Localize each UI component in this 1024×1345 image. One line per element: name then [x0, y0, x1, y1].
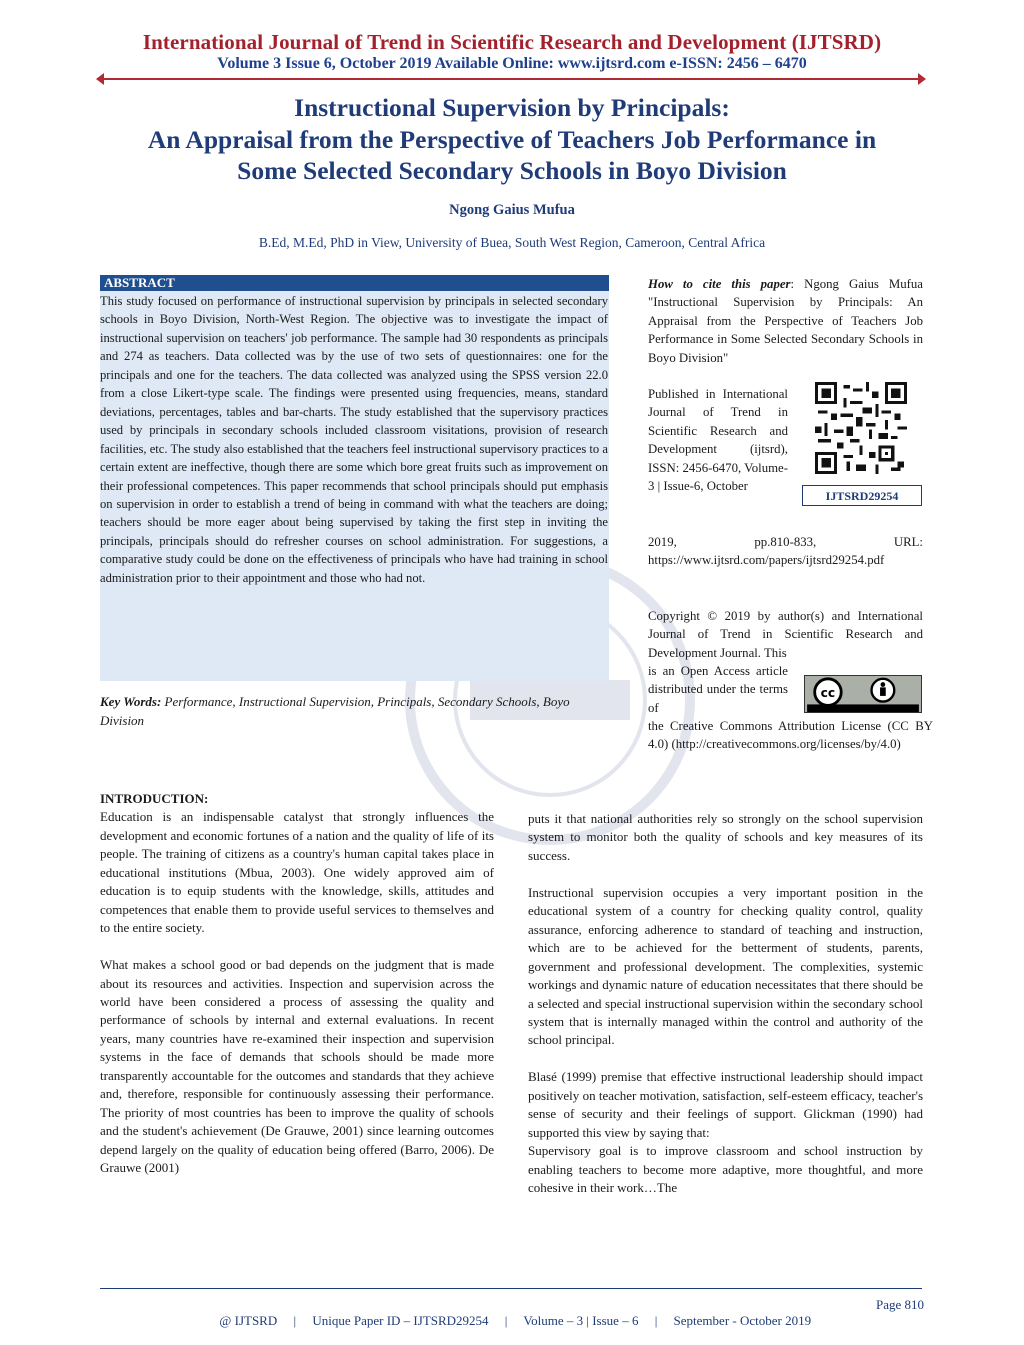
- intro-paragraph: puts it that national authorities rely so strongly on the school supervision system to monitor both the quality of schools and key measures of its success.: [528, 811, 923, 863]
- intro-right-column: [528, 810, 923, 1216]
- author-name: Ngong Gaius Mufua: [449, 202, 575, 218]
- footer-rule: [100, 1288, 922, 1289]
- intro-paragraph: What makes a school good or bad depends on the judgment that is made about its resources and activities. Inspection and supervision across the world have been considered a process of assessing the quality and performance of schools by internal and external evaluations. In recent years, many countries have re-examined their inspection and supervision systems in the face of demands that schools should be made more transparently accountable for the outcomes and standards that they achieve and, therefore, responsible for continuously assessing their performance. The priority of most countries has been to improve the quality of schools and the student's achievement (De Grauwe, 2001) since learning outcomes depend largely on the quality of education being offered (Barro, 2006). De Grauwe (2001): [100, 957, 494, 1176]
- title-line-1: Instructional Supervision by Principals:: [294, 93, 730, 122]
- journal-subtitle: Volume 3 Issue 6, October 2019 Available Online: www.ijtsrd.com e-ISSN: 2456 – 6470: [217, 55, 807, 72]
- citation-text-1: : Ngong Gaius Mufua "Instructional Supervision by Principals: An Appraisal from the Perspective of Teachers Job Performance in Some Selected Secondary Schools in Boyo Division": [648, 277, 923, 365]
- title-line-2: An Appraisal from the Perspective of Teachers Job Performance in: [147, 124, 877, 154]
- svg-text:cc: cc: [820, 685, 836, 700]
- citation-label: How to cite this paper: [648, 277, 791, 291]
- keywords: [100, 693, 615, 730]
- intro-paragraph: Blasé (1999) premise that effective instructional leadership should impact positively on teacher motivation, satisfaction, self-esteem efficacy, teacher's sense of security and their feelings of support. Glickman (1990) had supported this view by saying that:: [528, 1069, 923, 1140]
- qr-code-icon[interactable]: [815, 382, 907, 474]
- title-line-3: Some Selected Secondary Schools in Boyo Division: [237, 156, 787, 185]
- author-affiliation: B.Ed, M.Ed, PhD in View, University of Buea, South West Region, Cameroon, Central Africa: [258, 235, 766, 250]
- cc-by-icon[interactable]: [804, 675, 922, 713]
- paper-id-badge: IJTSRD29254: [802, 485, 922, 506]
- rule-arrow-right: [918, 73, 926, 85]
- keywords-label: Key Words:: [100, 694, 162, 709]
- page-footer: [0, 1297, 1024, 1345]
- footer-info: @ IJTSRD | Unique Paper ID – IJTSRD29254 | Volume – 3 | Issue – 6 | September - October 2019: [219, 1313, 812, 1328]
- intro-paragraph: Instructional supervision occupies a very important position in the educational system of a country for checking quality control, quality assurance, enforcing adherence to standard of teaching and instruction, which are to be achieved for the betterment of students, parents, government and professional development. The complexities, systemic workings and dynamic nature of education necessitates that there should be a selected and special instructional supervision within the secondary school system that is internally managed within the control and authority of the school principal.: [528, 884, 923, 1048]
- abstract-heading: ABSTRACT: [100, 275, 609, 291]
- copyright-text-3[interactable]: the Creative Commons Attribution License (CC BY 4.0) (http://creativecommons.org/licenses/by/4.0): [648, 719, 933, 752]
- page-number: Page 810: [875, 1297, 924, 1312]
- intro-paragraph: Education is an indispensable catalyst that strongly influences the development and economic fortunes of a nation and the quality of life of its people. The training of citizens as a country's human capital takes place in educational institutions (Mbua, 2003). One widely approved aim of education is to equip students with the knowledge, skills, attitudes and competences that enable them to provide useful services to themselves and to the entire society.: [100, 809, 494, 936]
- abstract-text: This study focused on performance of instructional supervision by principals in selected secondary schools in Boyo Division, North-West Region. The objective was to investigate the impact of instructional supervision on teachers' job performance. The sample had 30 respondents as principals and 274 as teachers. Data collected was by the use of two sets of questionnaires: one for the principals and one for the teachers. The data collected was analyzed using the SPSS version 22.0 from a close Likert-type scale. The findings were presented using frequencies, means, standard deviations, percentages, tables and bar-charts. The study established that the supervisory practices used by principals in secondary schools included classroom visitations, provision of research facilities, etc. The study also established that the teachers feel instructional supervisory practices to a certain extent are ineffective, though there are some which bore great fruits such as improvement on their professional competences. This paper recommends that school principals should put emphasis on supervision in order to establish a trend of being in command with what the teachers are doing; teachers should be more eager about being supervised by taking the first step in inviting the principals, principals should do refresher courses on school administration. For suggestions, a comparative study could be done on the effectiveness of principals who have had training in school administration prior to their appointment and those who had not.: [100, 294, 608, 585]
- journal-title: International Journal of Trend in Scientific Research and Development (IJTSRD): [142, 30, 882, 54]
- copyright-text-1: Copyright © 2019 by author(s) and International Journal of Trend in Scientific Research and Development Journal. This: [648, 609, 923, 660]
- citation-text-3[interactable]: 2019, pp.810-833, URL: https://www.ijtsrd.com/papers/ijtsrd29254.pdf: [648, 535, 923, 568]
- intro-paragraph: Supervisory goal is to improve classroom and school instruction by enabling teachers to become more adaptive, more thoughtful, and more cohesive in their work…The: [528, 1143, 923, 1196]
- header-rule: [100, 78, 922, 80]
- keywords-text: Performance, Instructional Supervision, Principals, Secondary Schools, Boyo Division: [100, 694, 570, 728]
- intro-heading: INTRODUCTION:: [100, 791, 209, 806]
- citation-text-2: Published in International Journal of Trend in Scientific Research and Development (ijtsrd), ISSN: 2456-6470, Volume-3 | Issue-6, October: [648, 387, 788, 494]
- citation-block: [648, 275, 923, 367]
- copyright-text-2: is an Open Access article distributed under the terms of: [648, 664, 788, 715]
- intro-left-column: [100, 790, 494, 1196]
- paper-title: [60, 92, 964, 187]
